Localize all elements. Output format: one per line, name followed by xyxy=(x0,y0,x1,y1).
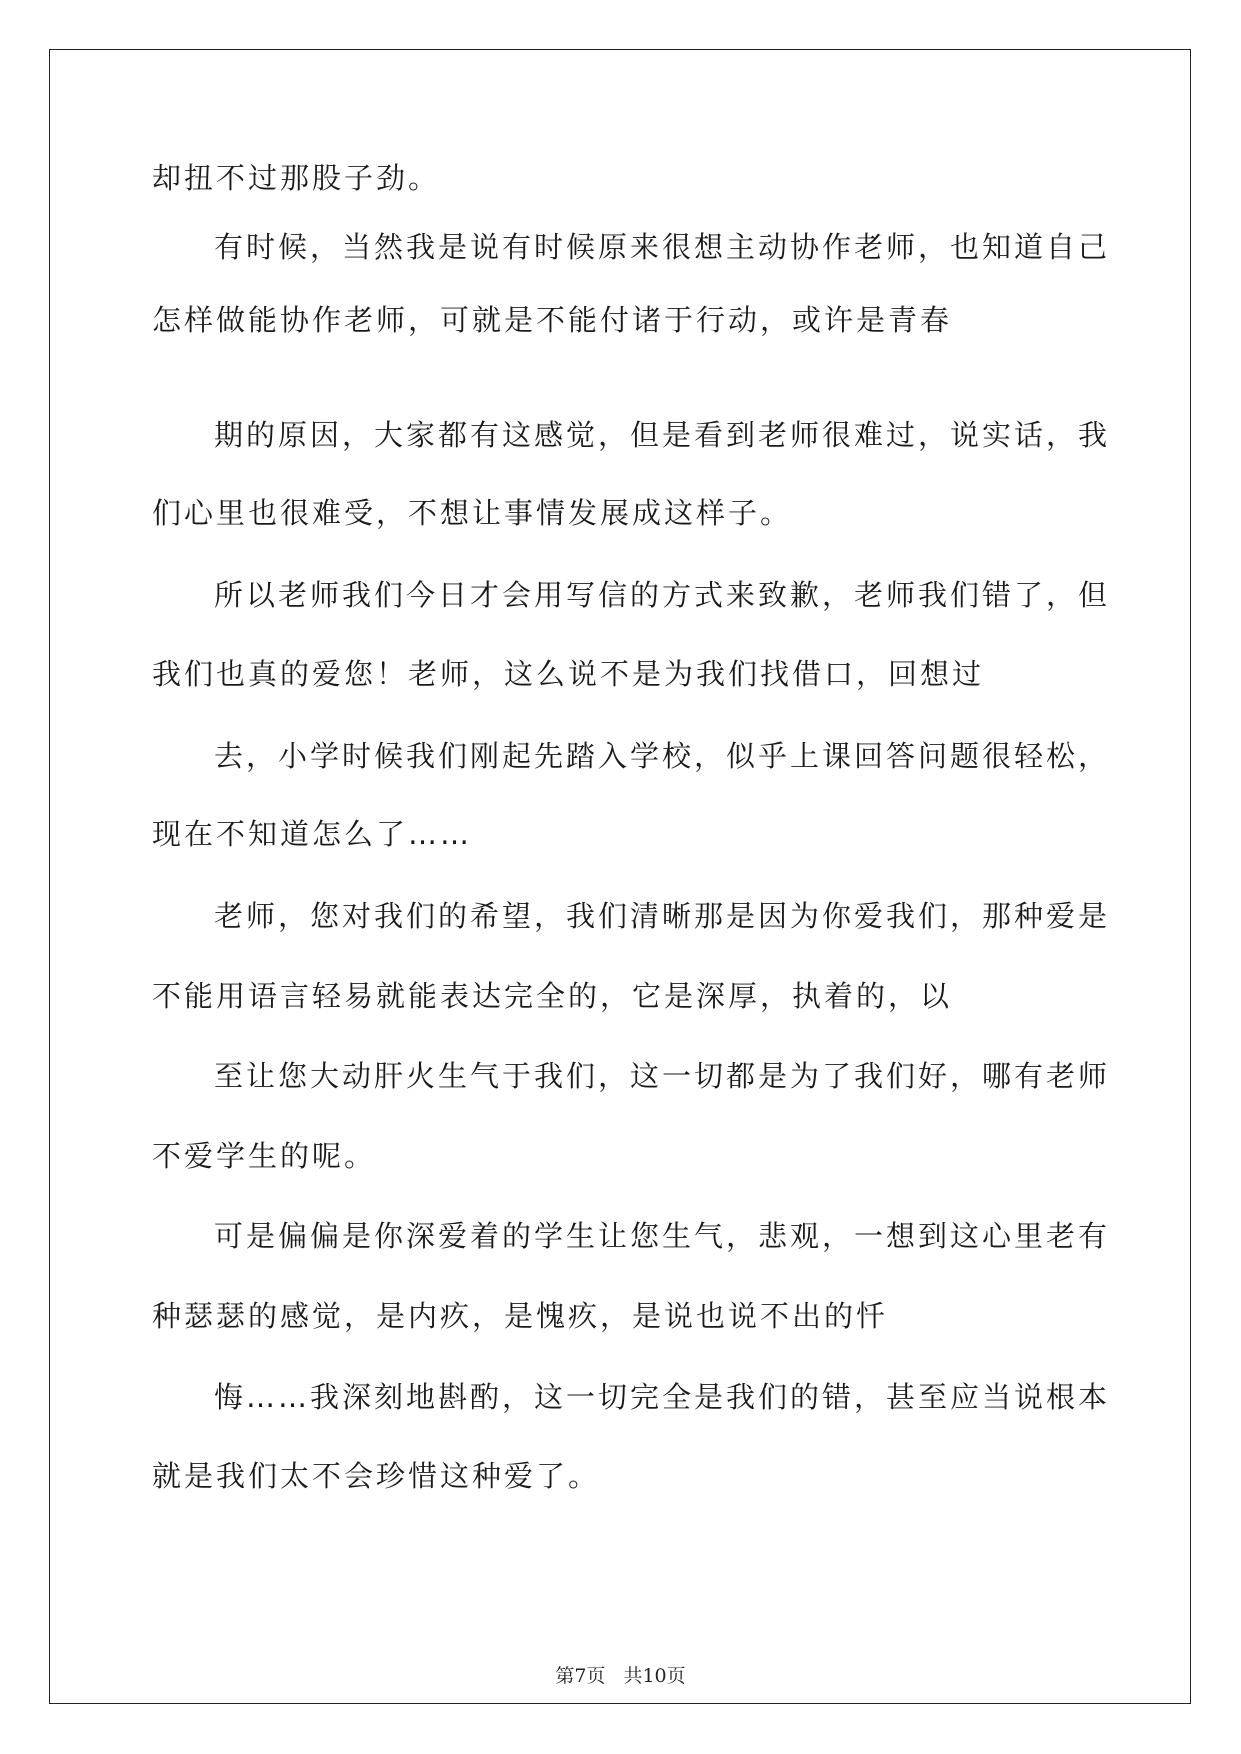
text-line: 我们也真的爱您！老师，这么说不是为我们找借口，回想过 xyxy=(152,657,985,691)
page-border xyxy=(49,49,1191,1704)
text-line: 可是偏偏是你深爱着的学生让您生气，悲观，一想到这心里老有 xyxy=(214,1219,1111,1253)
page-total: 共10页 xyxy=(623,1665,686,1687)
page-number: 第7页 xyxy=(555,1665,606,1687)
text-line: 老师，您对我们的希望，我们清晰那是因为你爱我们，那种爱是 xyxy=(214,899,1111,933)
text-line: 不能用语言轻易就能表达完全的，它是深厚，执着的，以 xyxy=(152,979,953,1013)
text-line: 悔……我深刻地斟酌，这一切完全是我们的错，甚至应当说根本 xyxy=(214,1380,1111,1414)
text-line: 现在不知道怎么了…… xyxy=(152,817,473,851)
text-line: 就是我们太不会珍惜这种爱了。 xyxy=(152,1459,601,1493)
text-line: 却扭不过那股子劲。 xyxy=(152,161,441,195)
text-line: 有时候，当然我是说有时候原来很想主动协作老师，也知道自己 xyxy=(214,230,1111,264)
text-line: 不爱学生的呢。 xyxy=(152,1139,377,1173)
text-line: 种瑟瑟的感觉，是内疚，是愧疚，是说也说不出的忏 xyxy=(152,1299,889,1333)
page-footer xyxy=(0,1664,1241,1688)
text-line: 期的原因，大家都有这感觉，但是看到老师很难过，说实话，我 xyxy=(214,418,1111,452)
text-line: 们心里也很难受，不想让事情发展成这样子。 xyxy=(152,496,793,530)
text-line: 怎样做能协作老师，可就是不能付诸于行动，或许是青春 xyxy=(152,303,953,337)
text-line: 去，小学时候我们刚起先踏入学校，似乎上课回答问题很轻松， xyxy=(214,739,1111,773)
text-line: 至让您大动肝火生气于我们，这一切都是为了我们好，哪有老师 xyxy=(214,1059,1111,1093)
text-line: 所以老师我们今日才会用写信的方式来致歉，老师我们错了，但 xyxy=(214,578,1111,612)
